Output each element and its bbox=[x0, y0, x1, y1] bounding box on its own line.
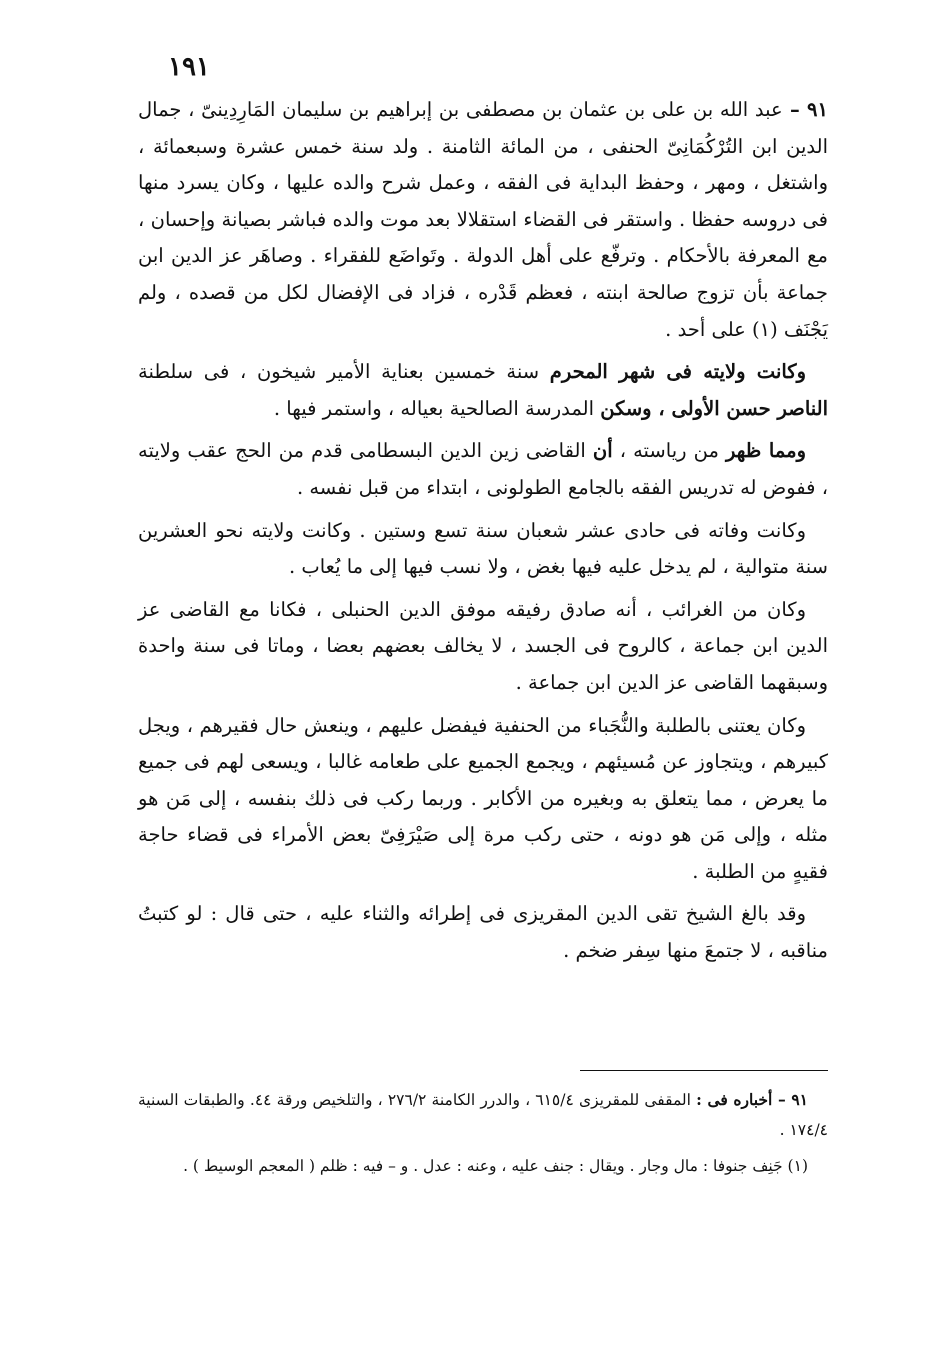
entry-paragraph-2 bbox=[138, 354, 828, 427]
page-number: ١٩١ bbox=[168, 52, 210, 82]
entry-paragraph-3-text-1: من رياسته ، bbox=[612, 439, 726, 463]
entry-paragraph-3 bbox=[138, 433, 828, 506]
entry-paragraph-2-bold-2: الناصر حسن الأولى ، وسكن bbox=[600, 396, 828, 420]
entry-number: ٩١ bbox=[807, 98, 828, 121]
footnote-sources-text: المقفى للمقريزى ٦١٥/٤ ، والدرر الكامنة ٢٧٦/٢ ، والتلخيص ورقة ٤٤. والطبقات السنية ١٧٤/٤ . bbox=[138, 1091, 828, 1139]
entry-paragraph-2-text-1: سنة خمسين بعناية الأمير شيخون ، فى سلطنة bbox=[138, 360, 550, 384]
entry-paragraph-2-text-2: المدرسة الصالحية بعياله ، واستمر فيها . bbox=[273, 396, 601, 420]
footnote-sources-number: ٩١ bbox=[791, 1090, 808, 1109]
entry-paragraph-1 bbox=[138, 92, 828, 348]
footnote-sources-label: – أخباره فى : bbox=[696, 1090, 792, 1109]
entry-paragraph-3-text-2: القاضى زين الدين البسطامى قدم من الحج عقب ولايته ، ففوض له تدريس الفقه بالجامع الطولونى ، ابتداء من قبل نفسه . bbox=[138, 439, 828, 499]
entry-paragraph-3-bold-2: أن bbox=[592, 439, 613, 463]
entry-paragraph-6: وكان يعتنى بالطلبة والنُّجَباء من الحنفية فيفضل عليهم ، وينعش حال فقيرهم ، ويجل كبيرهم ، ويتجاوز عن مُسيئهم ، ويجمع الجميع على طعامه غالبا ، ويسعى لهم فى جميع ما يعرض ، مما يتعلق به وبغيره من الأكابر . وربما ركب فى ذلك بنفسه ، إلى مَن هو مثله ، وإلى مَن هو دونه ، حتى ركب مرة إلى صَيْرَفِىّ بعض الأمراء فى قضاء حاجة فقيهٍ من الطلبة . bbox=[138, 713, 828, 883]
entry-paragraph-3-bold-1: ومما ظهر bbox=[726, 439, 807, 463]
biography-entry bbox=[138, 92, 828, 976]
footnote-sources bbox=[138, 1085, 828, 1145]
entry-paragraph-7: وقد بالغ الشيخ تقى الدين المقريزى فى إطرائه والثناء عليه ، حتى قال : لو كتبتُ مناقبه ، لا جتمعَ منها سِفر ضخم . bbox=[138, 902, 828, 963]
entry-paragraph-4: وكانت وفاته فى حادى عشر شعبان سنة تسع وستين . وكانت ولايته نحو العشرين سنة متوالية ، لم يدخل عليه فيها بغض ، ولا نسب فيها إلى ما يُعاب . bbox=[138, 518, 828, 579]
entry-dash: – bbox=[782, 98, 808, 121]
footnote-divider bbox=[580, 1070, 828, 1071]
footnotes bbox=[138, 1085, 828, 1187]
footnote-1: (١) جَنِف جنوفا : مال وجار . ويقال : جنف عليه ، وعنه : عدل . و – فيه : ظلم ( المعجم الوسيط ) . bbox=[183, 1157, 808, 1175]
entry-paragraph-5: وكان من الغرائب ، أنه صادق رفيقه موفق الدين الحنبلى ، فكانا مع القاضى عز الدين ابن جماعة ، كالروح فى الجسد ، لا يخالف بعضهم بعضا ، وماتا فى سنة واحدة وسبقهما القاضى عز الدين ابن جماعة . bbox=[138, 597, 828, 694]
entry-paragraph-2-bold-1: وكانت ولايته فى شهر المحرم bbox=[549, 360, 807, 384]
entry-paragraph-1-text: عبد الله بن على بن عثمان بن مصطفى بن إبراهيم بن سليمان المَارِدِينىّ ، جمال الدين ابن التُرْكُمَانِىّ الحنفى ، من المائة الثامنة . ولد سنة خمس عشرة وسبعمائة ، واشتغل ، ومهر ، وحفظ البداية فى الفقه ، وعمل شرح والده عليها ، وكان يسرد منها فى دروسه حفظا . واستقر فى القضاء استقلالا بعد موت والده فباشر بصيانة وإحسان ، مع المعرفة بالأحكام . وترفّع على أهل الدولة . وتَواضَع للفقراء . وصاهَر عز الدين ابن جماعة بأن تزوج صالحة ابنته ، فعظم قَدْره ، فزاد فى الإفضال لكل من قصده ، ولم يَجْنَف (١) على أحد . bbox=[138, 98, 828, 341]
